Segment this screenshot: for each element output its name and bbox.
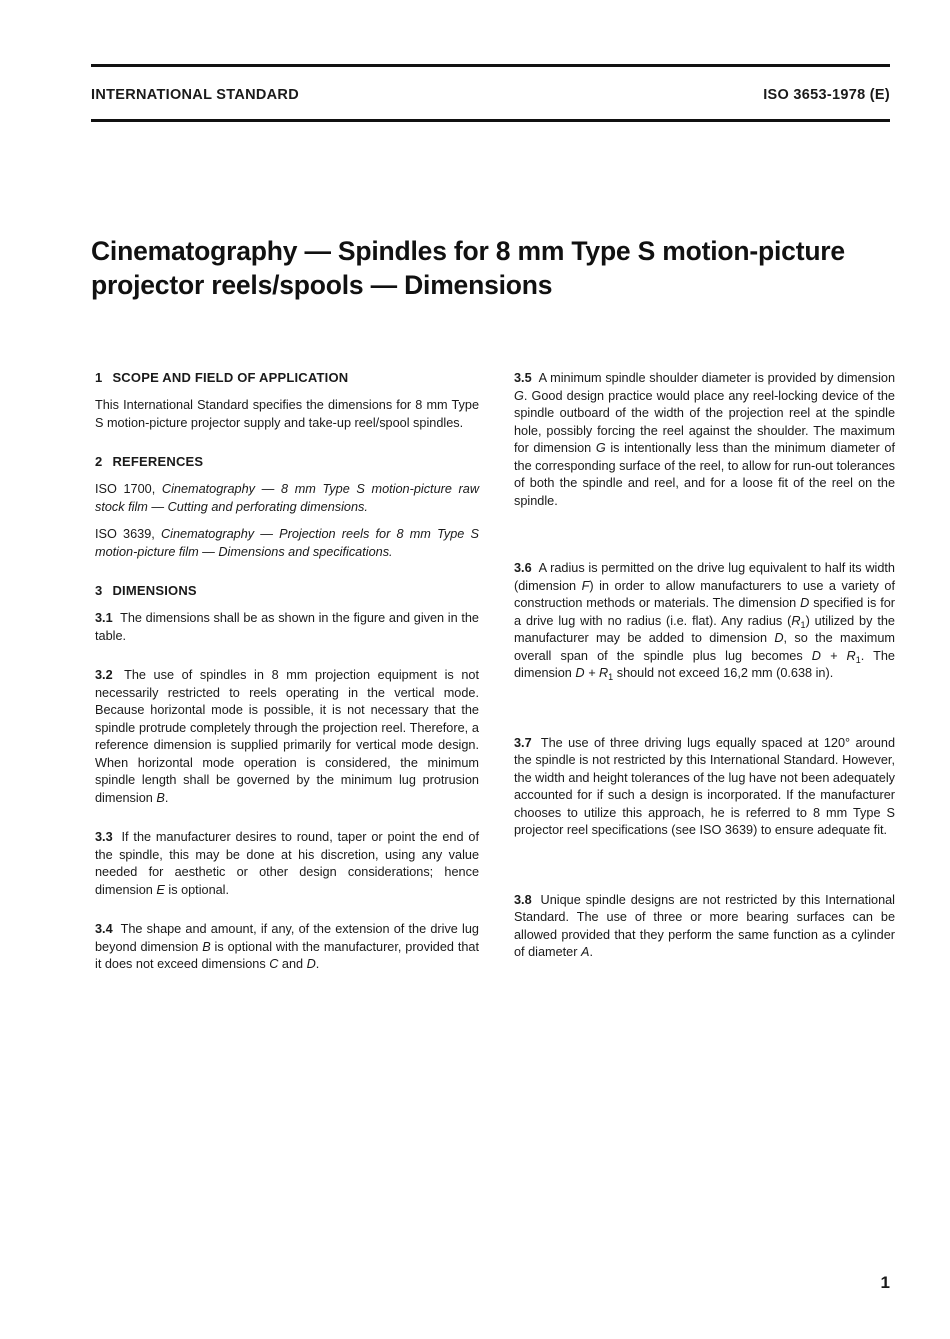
section-number: 2	[95, 454, 103, 469]
section-heading-scope	[95, 370, 479, 385]
reference-iso-3639: ISO 3639, Cinematography — Projection reels for 8 mm Type S motion-picture film — Dimensions and specifications.	[95, 527, 479, 559]
section-title: DIMENSIONS	[112, 583, 197, 598]
page-number: 1	[880, 1273, 890, 1292]
clause-3-2: 3.2 The use of spindles in 8 mm projection equipment is not necessarily restricted to reels operating in the vertical mode. Because horizontal mode is possible, it is not necessary that the spindle protrude completely through the projection reel. Therefore, a reference dimension is supplied primarily for vertical mode design. When horizontal mode operation is considered, the minimum spindle length shall be governed by the minimum lug protrusion dimension B.	[95, 668, 480, 805]
clause-3-1: 3.1 The dimensions shall be as shown in the figure and given in the table.	[95, 611, 479, 643]
section-title: REFERENCES	[112, 454, 204, 469]
clause-3-5: 3.5 A minimum spindle shoulder diameter is provided by dimension G. Good design practice would place any reel-locking device of the spindle outboard of the width of the projection reel at the spindle hole, possibly forcing the reel against the shoulder. The maximum for dimension G is intentionally less than the minimum diameter of the corresponding surface of the reel, to allow for run-out tolerances of both the spindle and reel, and for a loose fit of the reel on the spindle.	[514, 371, 896, 508]
left-column	[95, 370, 479, 974]
clause-3-3: 3.3 If the manufacturer desires to round, taper or point the end of the spindle, this may be done at his discretion, using any value needed for aesthetic or other design considerations; hence dimension E is optional.	[95, 830, 479, 897]
scope-paragraph: This International Standard specifies the dimensions for 8 mm Type S motion-picture projector supply and take-up reel/spool spindles.	[95, 398, 479, 430]
right-column	[514, 370, 895, 962]
section-heading-references	[95, 454, 479, 469]
clause-3-4: 3.4 The shape and amount, if any, of the extension of the drive lug beyond dimension B is optional with the manufacturer, provided that it does not exceed dimensions C and D.	[95, 922, 479, 971]
clause-3-6: 3.6 A radius is permitted on the drive lug equivalent to half its width (dimension F) in order to allow manufacturers to use a variety of construction methods or materials. The dimension D specified is for a drive lug with no radius (i.e. flat). Any radius $(R_1)$ utilized by the manufacturer may be added to dimension D, so the maximum overall span of the spindle plus lug becomes $D + R_1$. The dimension $D + R_1$ should not exceed 16,2 mm (0.638 in).	[514, 561, 895, 682]
section-number: 3	[95, 583, 103, 598]
header-top-rule	[91, 64, 890, 67]
header-bottom-rule	[91, 119, 890, 122]
section-title: SCOPE AND FIELD OF APPLICATION	[112, 370, 349, 385]
header-standard-label: INTERNATIONAL STANDARD	[91, 87, 299, 103]
clause-3-8: 3.8 Unique spindle designs are not restricted by this International Standard. The use of three or more bearing surfaces can be allowed provided that they perform the same function as a cylinder of diameter A.	[514, 892, 895, 959]
reference-iso-1700: ISO 1700, Cinematography — 8 mm Type S motion-picture raw stock film — Cutting and perforating dimensions.	[95, 482, 479, 514]
section-number: 1	[95, 370, 103, 385]
document-title: Cinematography — Spindles for 8 mm Type S motion-picture projector reels/spools — Dimensions	[91, 236, 845, 300]
section-heading-dimensions	[95, 583, 479, 598]
header-document-number: ISO 3653-1978 (E)	[763, 87, 890, 103]
clause-3-7: 3.7 The use of three driving lugs equally spaced at 120° around the spindle is not restricted by this International Standard. However, the width and height tolerances of the lug have not been adequately accounted for if such a design is incorporated. If the manufacturer chooses to utilize this approach, he is referred to 8 mm Type S projector reel specifications (see ISO 3639) to ensure adequate fit.	[514, 735, 896, 837]
